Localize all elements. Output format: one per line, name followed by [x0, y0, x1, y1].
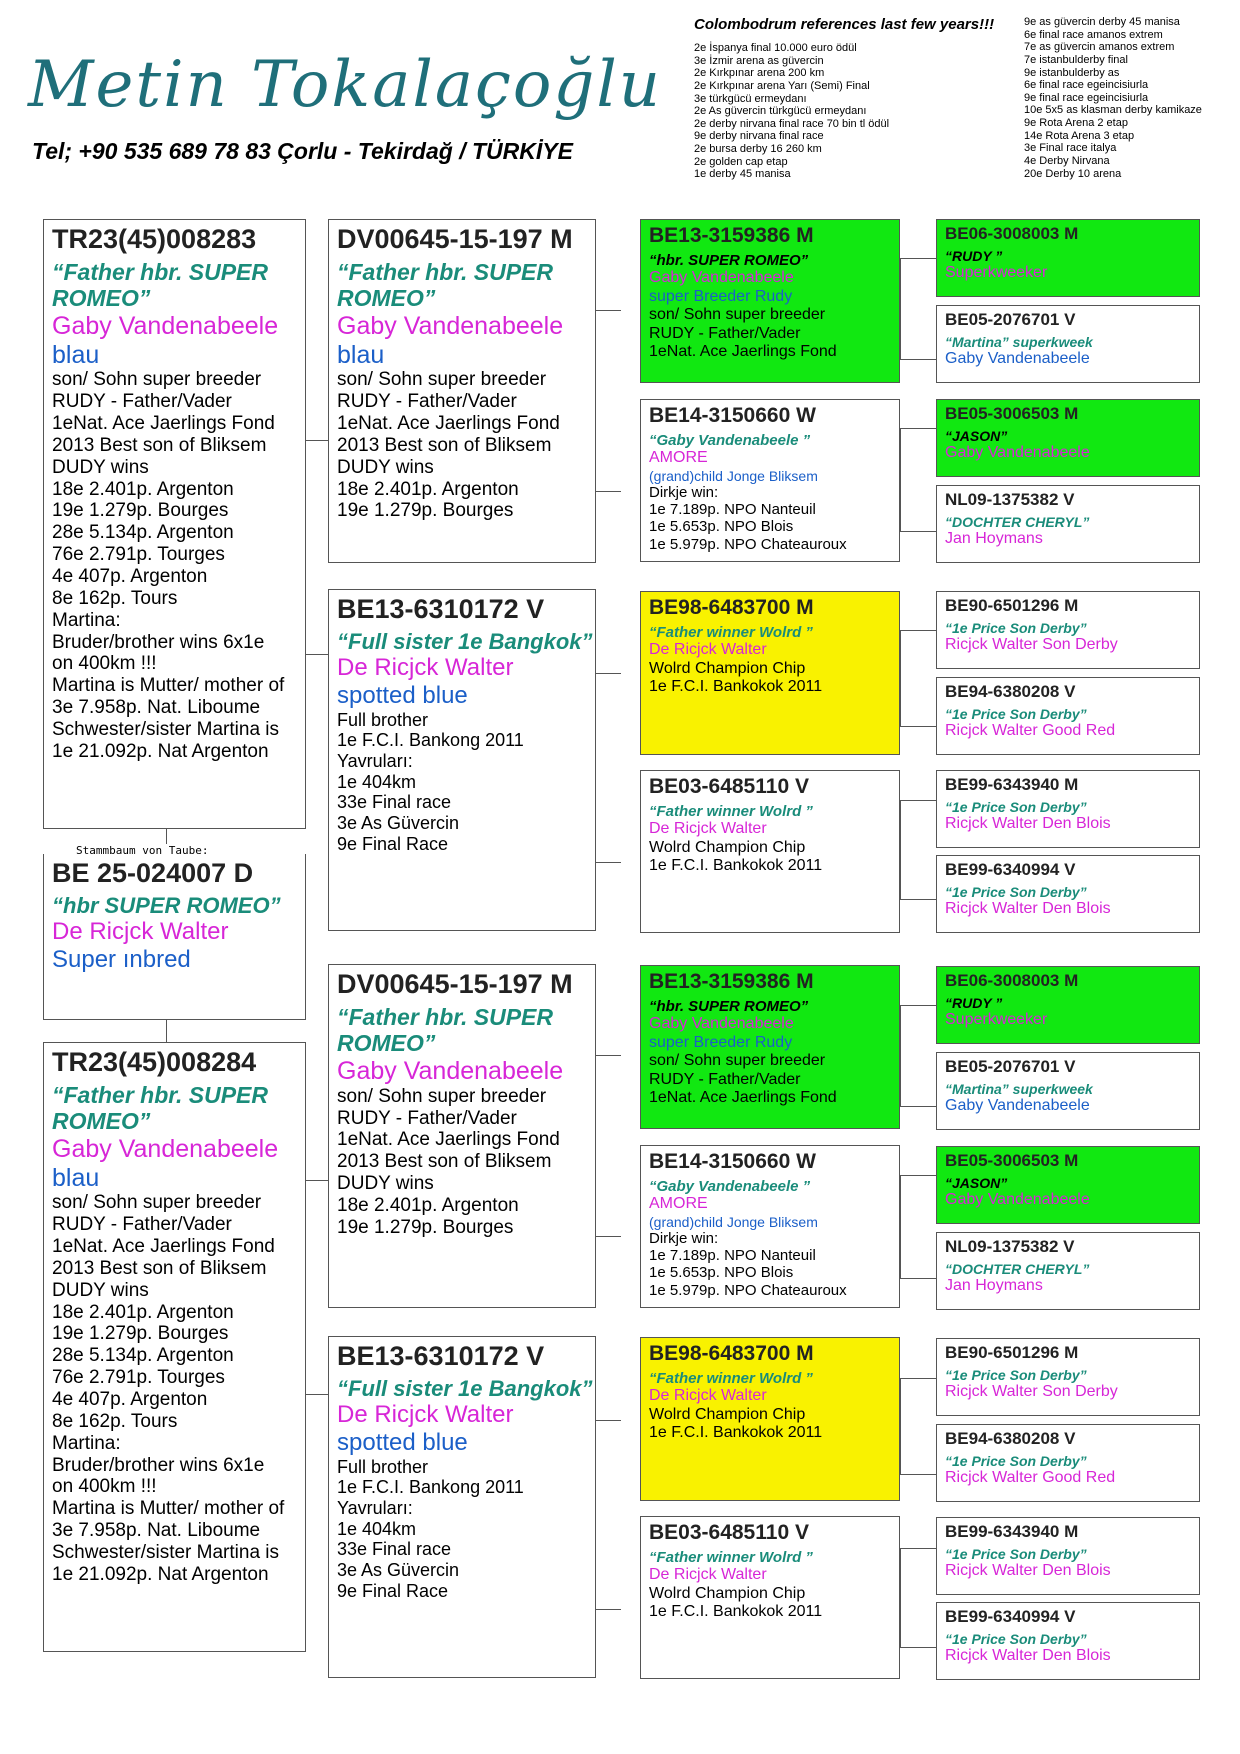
pedigree-text-line: DUDY wins: [337, 1173, 434, 1195]
ring-number: BE99-6340994 V: [945, 1607, 1076, 1626]
pedigree-text-line: 1e 7.189p. NPO Nanteuil: [649, 501, 816, 519]
pedigree-text-line: son/ Sohn super breeder: [52, 1192, 262, 1214]
reference-item: 20e Derby 10 arena: [1024, 167, 1122, 180]
connector-line: [900, 258, 937, 360]
pedigree-text-line: Gaby Vandenabeele: [945, 1096, 1090, 1114]
pedigree-text-line: Wolrd Champion Chip: [649, 659, 806, 677]
pedigree-gen4-5: [936, 591, 1200, 669]
pedigree-text-line: Gaby Vandenabeele: [52, 311, 279, 340]
reference-item: 2e Kırkpınar arena 200 km: [694, 67, 825, 80]
pedigree-text-line: 3e As Güvercin: [337, 1559, 460, 1580]
connector-line: [900, 1378, 937, 1475]
ring-number: BE05-2076701 V: [945, 1057, 1076, 1076]
pedigree-text-line: son/ Sohn super breeder: [337, 369, 547, 391]
pedigree-text-line: (grand)child Jonge Bliksem: [649, 1213, 818, 1230]
pedigree-gen3-4: [640, 770, 900, 933]
pedigree-text-line: 2013 Best son of Bliksem: [52, 1257, 267, 1279]
ring-number: BE14-3150660 W: [649, 404, 816, 427]
pedigree-gen4-16: [936, 1602, 1200, 1680]
reference-item: 3e Final race italya: [1024, 142, 1117, 155]
pedigree-text-line: Ricjck Walter Son Derby: [945, 635, 1118, 653]
pedigree-text-line: 1e 404km: [337, 1518, 417, 1539]
pedigree-text-line: 3e 7.958p. Nat. Liboume: [52, 697, 261, 719]
pedigree-text-line: blau: [52, 340, 100, 369]
pedigree-text-line: ROMEO”: [52, 1108, 151, 1135]
connector-line: [594, 1420, 621, 1610]
pedigree-text-line: “1e Price Son Derby”: [945, 1630, 1087, 1647]
pedigree-gen3-7: [640, 1337, 900, 1501]
pedigree-mother: [43, 1042, 306, 1652]
pedigree-text-line: Gaby Vandenabeele: [337, 311, 564, 340]
pedigree-text-line: RUDY - Father/Vader: [337, 1107, 517, 1129]
pedigree-text-line: on 400km !!!: [52, 1476, 157, 1498]
pedigree-text-line: ROMEO”: [52, 285, 151, 312]
pedigree-gen4-6: [936, 677, 1200, 755]
ring-number: BE98-6483700 M: [649, 596, 814, 619]
reference-item: 1e derby 45 manisa: [694, 168, 791, 181]
pedigree-text-line: Ricjck Walter Good Red: [945, 1468, 1116, 1486]
connector-line: [594, 1055, 621, 1237]
pedigree-text-line: “Father winner Wolrd ”: [649, 1370, 813, 1388]
pedigree-text-line: “Father winner Wolrd ”: [649, 624, 813, 642]
pedigree-gen4-8: [936, 855, 1200, 933]
pedigree-text-line: super Breeder Rudy: [649, 287, 793, 305]
contact-telephone: Tel; +90 535 689 78 83 Çorlu - Tekirdağ / TÜRKİYE: [32, 138, 573, 164]
pedigree-text-line: “Father hbr. SUPER: [337, 1004, 553, 1031]
pedigree-text-line: Ricjck Walter Good Red: [945, 721, 1116, 739]
pedigree-text-line: 3e 7.958p. Nat. Liboume: [52, 1520, 261, 1542]
pedigree-gen3-2: [640, 399, 900, 562]
pedigree-text-line: Super ınbred: [52, 945, 191, 973]
pedigree-text-line: RUDY - Father/Vader: [337, 391, 517, 413]
reference-item: 2e As güvercin türkgücü ermeydanı: [694, 105, 867, 118]
pedigree-gen4-7: [936, 770, 1200, 848]
pedigree-text-line: 2013 Best son of Bliksem: [337, 1151, 552, 1173]
pedigree-text-line: De Ricjck Walter: [337, 1401, 514, 1429]
pedigree-text-line: ROMEO”: [337, 285, 436, 312]
pedigree-text-line: 1e F.C.I. Bankokok 2011: [649, 678, 823, 696]
pedigree-text-line: Bruder/brother wins 6x1e: [52, 1454, 265, 1476]
pedigree-text-line: “Martina” superkweek: [945, 1080, 1093, 1097]
ring-number: BE90-6501296 M: [945, 1343, 1079, 1362]
pedigree-text-line: ROMEO”: [337, 1030, 436, 1057]
pedigree-text-line: “DOCHTER CHERYL”: [945, 513, 1090, 530]
references-list-right: [1024, 16, 1202, 180]
pedigree-text-line: 4e 407p. Argenton: [52, 1389, 208, 1411]
pedigree-text-line: 18e 2.401p. Argenton: [337, 478, 519, 500]
reference-item: 9e derby nirvana final race: [694, 130, 824, 143]
pedigree-text-line: blau: [52, 1163, 100, 1192]
pedigree-text-line: “RUDY ”: [945, 247, 1003, 264]
pedigree-text-line: 1e 21.092p. Nat Argenton: [52, 740, 269, 762]
ring-number: BE13-6310172 V: [337, 1341, 545, 1371]
pedigree-text-line: De Ricjck Walter: [52, 918, 229, 946]
ring-number: BE05-3006503 M: [945, 404, 1079, 423]
ring-number: BE99-6343940 M: [945, 775, 1079, 794]
connector-line: [304, 440, 329, 655]
pedigree-text-line: Gaby Vandenabeele: [337, 1056, 564, 1085]
pedigree-text-line: 18e 2.401p. Argenton: [337, 1194, 519, 1216]
pedigree-text-line: Wolrd Champion Chip: [649, 838, 806, 856]
pedigree-gen4-12: [936, 1232, 1200, 1310]
pedigree-text-line: RUDY - Father/Vader: [649, 1070, 801, 1088]
pedigree-text-line: 1e 404km: [337, 771, 417, 792]
pedigree-text-line: Ricjck Walter Den Blois: [945, 1561, 1111, 1579]
pedigree-text-line: 19e 1.279p. Bourges: [337, 1216, 514, 1238]
breeder-name-title: Metin Tokalaçoğlu: [28, 48, 662, 122]
pedigree-gen3-1: [640, 219, 900, 383]
ring-number: BE99-6340994 V: [945, 860, 1076, 879]
pedigree-text-line: Jan Hoymans: [945, 1276, 1043, 1294]
ring-number: BE90-6501296 M: [945, 596, 1079, 615]
pedigree-text-line: De Ricjck Walter: [649, 1387, 767, 1405]
reference-item: 2e İspanya final 10.000 euro ödül: [694, 42, 857, 54]
reference-item: 6e final race egeincisiurla: [1024, 79, 1149, 92]
pedigree-text-line: “1e Price Son Derby”: [945, 619, 1087, 636]
pedigree-text-line: “1e Price Son Derby”: [945, 798, 1087, 815]
pedigree-text-line: 19e 1.279p. Bourges: [337, 500, 514, 522]
pedigree-text-line: 8e 162p. Tours: [52, 1410, 178, 1432]
pedigree-text-line: Wolrd Champion Chip: [649, 1584, 806, 1602]
connector-line: [900, 428, 937, 532]
pedigree-text-line: 1e 5.653p. NPO Blois: [649, 1264, 794, 1282]
pedigree-text-line: “Gaby Vandenabeele ”: [649, 432, 811, 450]
pedigree-text-line: Superkweeker: [945, 263, 1048, 281]
pedigree-gen4-15: [936, 1517, 1200, 1595]
pedigree-text-line: Gaby Vandenabeele: [945, 1190, 1090, 1208]
pedigree-text-line: 1e F.C.I. Bankokok 2011: [649, 1424, 823, 1442]
pedigree-text-line: 1e F.C.I. Bankokok 2011: [649, 857, 823, 875]
connector-line: [304, 1180, 329, 1395]
pedigree-text-line: 2013 Best son of Bliksem: [52, 434, 267, 456]
connector-line: [900, 1548, 937, 1648]
pedigree-text-line: son/ Sohn super breeder: [649, 306, 826, 324]
pedigree-text-line: 1e 21.092p. Nat Argenton: [52, 1563, 269, 1585]
ring-number: NL09-1375382 V: [945, 490, 1075, 509]
ring-number: DV00645-15-197 M: [337, 224, 573, 254]
ring-number: BE94-6380208 V: [945, 682, 1076, 701]
pedigree-text-line: De Ricjck Walter: [649, 1566, 767, 1584]
pedigree-gen3-8: [640, 1516, 900, 1679]
ring-number: BE05-2076701 V: [945, 310, 1076, 329]
pedigree-sire-of-mother: [328, 964, 596, 1308]
pedigree-text-line: “1e Price Son Derby”: [945, 1366, 1087, 1383]
pedigree-text-line: 19e 1.279p. Bourges: [52, 1323, 229, 1345]
pedigree-gen4-14: [936, 1424, 1200, 1502]
pedigree-text-line: Dirkje win:: [649, 1229, 719, 1247]
pedigree-text-line: Full brother: [337, 1456, 429, 1477]
pedigree-text-line: Dirkje win:: [649, 483, 719, 501]
pedigree-text-line: AMORE: [649, 449, 708, 467]
pedigree-text-line: 33e Final race: [337, 792, 452, 813]
connector-line: [900, 1005, 937, 1107]
pedigree-text-line: Gaby Vandenabeele: [52, 1134, 279, 1163]
reference-item: 7e as güvercin amanos extrem: [1024, 41, 1175, 54]
pedigree-gen4-2: [936, 305, 1200, 383]
pedigree-text-line: 18e 2.401p. Argenton: [52, 1301, 234, 1323]
reference-item: 4e Derby Nirvana: [1024, 155, 1110, 168]
pedigree-text-line: “Father winner Wolrd ”: [649, 803, 813, 821]
pedigree-text-line: “hbr SUPER ROMEO”: [52, 893, 281, 919]
pedigree-text-line: Martina:: [52, 1432, 121, 1454]
pedigree-text-line: 28e 5.134p. Argenton: [52, 522, 234, 544]
pedigree-text-line: Jan Hoymans: [945, 529, 1043, 547]
connector-line: [900, 800, 937, 900]
ring-number: BE13-3159386 M: [649, 970, 814, 993]
pedigree-text-line: “Father hbr. SUPER: [337, 259, 553, 286]
pedigree-text-line: 76e 2.791p. Tourges: [52, 544, 225, 566]
pedigree-text-line: on 400km !!!: [52, 653, 157, 675]
pedigree-text-line: AMORE: [649, 1195, 708, 1213]
pedigree-text-line: 1eNat. Ace Jaerlings Fond: [337, 413, 560, 435]
pedigree-text-line: 1e F.C.I. Bankong 2011: [337, 1477, 524, 1498]
ring-number: BE14-3150660 W: [649, 1150, 816, 1173]
reference-item: 3e İzmir arena as güvercin: [694, 54, 824, 67]
pedigree-text-line: 19e 1.279p. Bourges: [52, 500, 229, 522]
pedigree-text-line: 9e Final Race: [337, 833, 449, 854]
pedigree-gen3-5: [640, 965, 900, 1129]
ring-number: BE99-6343940 M: [945, 1522, 1079, 1541]
pedigree-gen4-1: [936, 219, 1200, 297]
pedigree-text-line: Schwester/sister Martina is: [52, 718, 280, 740]
pedigree-text-line: Gaby Vandenabeele: [649, 269, 794, 287]
pedigree-text-line: “1e Price Son Derby”: [945, 883, 1087, 900]
pedigree-text-line: “hbr. SUPER ROMEO”: [649, 252, 809, 270]
pedigree-text-line: 4e 407p. Argenton: [52, 566, 208, 588]
pedigree-father: [43, 219, 306, 829]
pedigree-text-line: 76e 2.791p. Tourges: [52, 1367, 225, 1389]
pedigree-text-line: “Father hbr. SUPER: [52, 1082, 268, 1109]
connector-line: [900, 1175, 937, 1279]
pedigree-text-line: “JASON”: [945, 1174, 1008, 1191]
pedigree-text-line: spotted blue: [337, 681, 468, 709]
pedigree-text-line: “1e Price Son Derby”: [945, 1452, 1087, 1469]
ring-number: BE03-6485110 V: [649, 775, 809, 798]
pedigree-text-line: Bruder/brother wins 6x1e: [52, 631, 265, 653]
ring-number: BE06-3008003 M: [945, 971, 1079, 990]
pedigree-dam-of-father: [328, 589, 596, 931]
pedigree-text-line: 1eNat. Ace Jaerlings Fond: [52, 1236, 275, 1258]
connector-line: [594, 673, 621, 863]
ring-number: TR23(45)008284: [52, 1047, 257, 1077]
reference-item: 10e 5x5 as klasman derby kamikaze: [1024, 104, 1202, 117]
pedigree-gen3-6: [640, 1145, 900, 1308]
pedigree-text-line: RUDY - Father/Vader: [649, 324, 801, 342]
ring-number: NL09-1375382 V: [945, 1237, 1075, 1256]
pedigree-text-line: “Gaby Vandenabeele ”: [649, 1178, 811, 1196]
pedigree-text-line: Schwester/sister Martina is: [52, 1541, 280, 1563]
pedigree-text-line: Ricjck Walter Den Blois: [945, 899, 1111, 917]
pedigree-text-line: 1e 5.653p. NPO Blois: [649, 518, 794, 536]
pedigree-text-line: Gaby Vandenabeele: [945, 349, 1090, 367]
pedigree-text-line: DUDY wins: [52, 456, 149, 478]
pedigree-text-line: Martina:: [52, 609, 121, 631]
reference-item: 9e as güvercin derby 45 manisa: [1024, 16, 1180, 28]
pedigree-text-line: Superkweeker: [945, 1010, 1048, 1028]
pedigree-text-line: super Breeder Rudy: [649, 1033, 793, 1051]
reference-item: 2e derby nirvana final race 70 bin tl ödül: [694, 117, 890, 130]
ring-number: BE13-3159386 M: [649, 224, 814, 247]
pedigree-text-line: son/ Sohn super breeder: [649, 1052, 826, 1070]
pedigree-text-line: “JASON”: [945, 427, 1008, 444]
ring-number: BE06-3008003 M: [945, 224, 1079, 243]
pedigree-text-line: Martina is Mutter/ mother of: [52, 1498, 285, 1520]
reference-item: 14e Rota Arena 3 etap: [1024, 129, 1135, 142]
pedigree-label: Stammbaum von Taube:: [72, 844, 212, 857]
pedigree-text-line: (grand)child Jonge Bliksem: [649, 467, 818, 484]
pedigree-text-line: “1e Price Son Derby”: [945, 1545, 1087, 1562]
ring-number: BE 25-024007 D: [52, 858, 254, 888]
pedigree-text-line: 2013 Best son of Bliksem: [337, 434, 552, 456]
pedigree-text-line: “Full sister 1e Bangkok”: [337, 629, 593, 655]
pedigree-text-line: 18e 2.401p. Argenton: [52, 478, 234, 500]
reference-item: 2e Kırkpınar arena Yarı (Semi) Final: [694, 79, 870, 92]
ring-number: BE13-6310172 V: [337, 594, 545, 624]
pedigree-text-line: 1e 5.979p. NPO Chateauroux: [649, 535, 847, 553]
pedigree-text-line: 1eNat. Ace Jaerlings Fond: [649, 342, 837, 360]
pedigree-text-line: Yavruları:: [337, 1497, 413, 1518]
pedigree-sire-of-father: [328, 219, 596, 563]
pedigree-text-line: 1eNat. Ace Jaerlings Fond: [649, 1088, 837, 1106]
pedigree-gen4-10: [936, 1052, 1200, 1130]
pedigree-text-line: “Martina” superkweek: [945, 333, 1093, 350]
reference-item: 9e Rota Arena 2 etap: [1024, 117, 1128, 130]
pedigree-text-line: Full brother: [337, 709, 429, 730]
pedigree-text-line: 1eNat. Ace Jaerlings Fond: [52, 413, 275, 435]
pedigree-text-line: “Father winner Wolrd ”: [649, 1549, 813, 1567]
connector-line: [166, 1020, 167, 1042]
pedigree-text-line: Ricjck Walter Son Derby: [945, 1382, 1118, 1400]
pedigree-text-line: De Ricjck Walter: [649, 641, 767, 659]
pedigree-text-line: 9e Final Race: [337, 1580, 449, 1601]
pedigree-text-line: 1e F.C.I. Bankokok 2011: [649, 1603, 823, 1621]
pedigree-text-line: “RUDY ”: [945, 994, 1003, 1011]
pedigree-text-line: 1e F.C.I. Bankong 2011: [337, 730, 524, 751]
reference-item: 2e golden cap etap: [694, 155, 788, 168]
pedigree-text-line: “1e Price Son Derby”: [945, 705, 1087, 722]
pedigree-text-line: Ricjck Walter Den Blois: [945, 814, 1111, 832]
pedigree-text-line: “Full sister 1e Bangkok”: [337, 1376, 593, 1402]
ring-number: BE03-6485110 V: [649, 1521, 809, 1544]
pedigree-text-line: Gaby Vandenabeele: [649, 1015, 794, 1033]
pedigree-gen4-4: [936, 485, 1200, 563]
pedigree-gen4-13: [936, 1338, 1200, 1416]
pedigree-dam-of-mother: [328, 1336, 596, 1678]
ring-number: BE94-6380208 V: [945, 1429, 1076, 1448]
reference-item: 2e bursa derby 16 260 km: [694, 143, 822, 156]
pedigree-text-line: De Ricjck Walter: [337, 654, 514, 682]
pedigree-text-line: 8e 162p. Tours: [52, 587, 178, 609]
reference-item: 6e final race amanos extrem: [1024, 28, 1163, 41]
ring-number: BE05-3006503 M: [945, 1151, 1079, 1170]
reference-item: 9e final race egeincisiurla: [1024, 91, 1149, 104]
ring-number: TR23(45)008283: [52, 224, 257, 254]
pedigree-text-line: Ricjck Walter Den Blois: [945, 1646, 1111, 1664]
pedigree-text-line: Yavruları:: [337, 750, 413, 771]
pedigree-text-line: 3e As Güvercin: [337, 812, 460, 833]
pedigree-text-line: blau: [337, 340, 385, 369]
pedigree-text-line: Gaby Vandenabeele: [945, 443, 1090, 461]
pedigree-subject: [43, 854, 306, 1020]
pedigree-text-line: 1eNat. Ace Jaerlings Fond: [337, 1129, 560, 1151]
reference-item: 3e türkgücü ermeydanı: [694, 92, 807, 105]
pedigree-text-line: spotted blue: [337, 1428, 468, 1456]
pedigree-text-line: 33e Final race: [337, 1539, 452, 1560]
pedigree-text-line: son/ Sohn super breeder: [337, 1085, 547, 1107]
pedigree-text-line: 28e 5.134p. Argenton: [52, 1345, 234, 1367]
connector-line: [594, 310, 621, 492]
ring-number: BE98-6483700 M: [649, 1342, 814, 1365]
reference-item: 7e istanbulderby final: [1024, 53, 1128, 66]
pedigree-text-line: DUDY wins: [52, 1279, 149, 1301]
pedigree-text-line: Wolrd Champion Chip: [649, 1405, 806, 1423]
pedigree-text-line: DUDY wins: [337, 456, 434, 478]
pedigree-text-line: 1e 5.979p. NPO Chateauroux: [649, 1281, 847, 1299]
reference-item: 9e istanbulderby as: [1024, 66, 1120, 79]
pedigree-text-line: RUDY - Father/Vader: [52, 391, 232, 413]
pedigree-gen4-3: [936, 399, 1200, 477]
pedigree-text-line: Martina is Mutter/ mother of: [52, 675, 285, 697]
pedigree-text-line: son/ Sohn super breeder: [52, 369, 262, 391]
references-list-left: [694, 42, 889, 181]
ring-number: DV00645-15-197 M: [337, 969, 573, 999]
pedigree-text-line: De Ricjck Walter: [649, 820, 767, 838]
pedigree-text-line: “DOCHTER CHERYL”: [945, 1260, 1090, 1277]
references-title: Colombodrum references last few years!!!: [694, 16, 995, 33]
pedigree-text-line: “Father hbr. SUPER: [52, 259, 268, 286]
pedigree-text-line: “hbr. SUPER ROMEO”: [649, 998, 809, 1016]
pedigree-text-line: 1e 7.189p. NPO Nanteuil: [649, 1247, 816, 1265]
pedigree-text-line: RUDY - Father/Vader: [52, 1214, 232, 1236]
connector-line: [900, 630, 937, 727]
pedigree-gen4-9: [936, 966, 1200, 1044]
pedigree-gen3-3: [640, 591, 900, 755]
pedigree-gen4-11: [936, 1146, 1200, 1224]
